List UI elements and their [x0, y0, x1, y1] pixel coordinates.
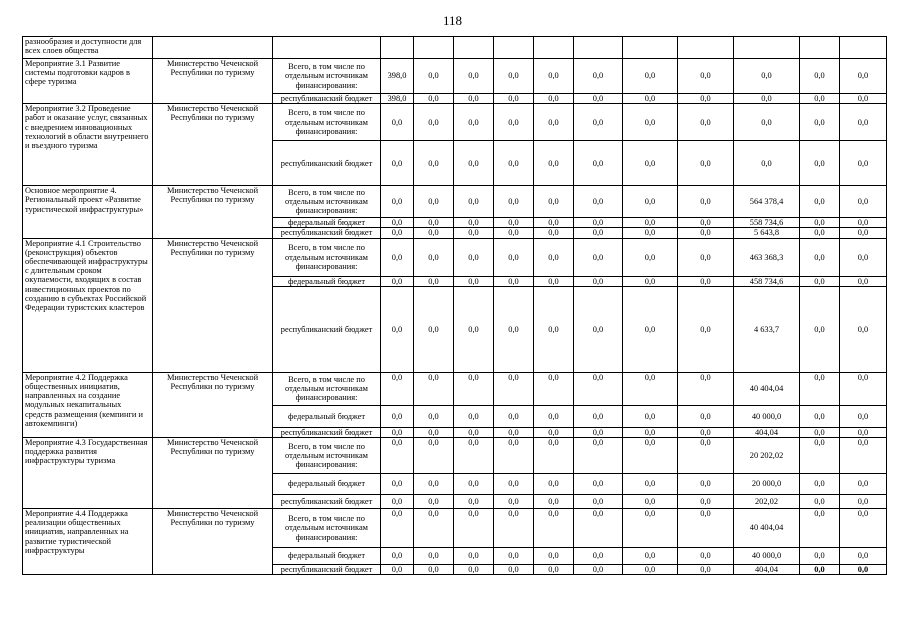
value-cell: 0,0	[574, 548, 623, 565]
value-cell: 0,0	[800, 548, 840, 565]
value-cell: 0,0	[494, 94, 534, 104]
value-cell: 0,0	[623, 565, 678, 575]
value-cell: 20 000,0	[734, 474, 800, 495]
measure-name-cell: разнообразия и доступности для всех слоев общества	[23, 37, 153, 59]
value-cell: 0,0	[534, 495, 574, 509]
value-cell: 0,0	[454, 104, 494, 141]
value-cell: 0,0	[494, 427, 534, 437]
value-cell: 0,0	[800, 94, 840, 104]
value-cell: 0,0	[534, 228, 574, 238]
value-cell: 0,0	[678, 495, 734, 509]
value-cell: 0,0	[381, 104, 414, 141]
value-cell: 0,0	[623, 286, 678, 372]
value-cell: 0,0	[678, 565, 734, 575]
value-cell: 0,0	[800, 286, 840, 372]
value-cell: 0,0	[494, 228, 534, 238]
value-cell: 0,0	[574, 94, 623, 104]
funding-source-cell: Всего, в том числе по отдельным источникам финансирования:	[273, 372, 381, 405]
funding-source-cell: республиканский бюджет	[273, 565, 381, 575]
value-cell: 0,0	[494, 104, 534, 141]
value-cell: 0,0	[534, 474, 574, 495]
value-cell: 0,0	[381, 286, 414, 372]
value-cell: 0,0	[840, 495, 887, 509]
value-cell: 0,0	[623, 276, 678, 286]
value-cell: 0,0	[454, 548, 494, 565]
value-cell: 0,0	[534, 94, 574, 104]
value-cell: 0,0	[840, 228, 887, 238]
value-cell: 0,0	[574, 276, 623, 286]
funding-source-cell: республиканский бюджет	[273, 427, 381, 437]
value-cell: 0,0	[574, 474, 623, 495]
value-cell: 0,0	[381, 495, 414, 509]
funding-source-cell: Всего, в том числе по отдельным источникам финансирования:	[273, 186, 381, 218]
value-cell: 0,0	[381, 427, 414, 437]
value-cell: 0,0	[534, 548, 574, 565]
value-cell: 0,0	[678, 427, 734, 437]
executor-cell: Министерство Чеченской Республики по туризму	[153, 509, 273, 575]
value-cell: 0,0	[534, 104, 574, 141]
value-cell: 0,0	[534, 238, 574, 276]
value-cell: 0,0	[623, 94, 678, 104]
value-cell: 0,0	[454, 218, 494, 228]
value-cell: 0,0	[534, 276, 574, 286]
value-cell: 0,0	[534, 141, 574, 186]
value-cell: 0,0	[414, 495, 454, 509]
table-row	[23, 438, 887, 474]
value-cell: 0,0	[623, 141, 678, 186]
value-cell: 0,0	[840, 186, 887, 218]
value-cell: 0,0	[574, 238, 623, 276]
value-cell: 0,0	[840, 372, 887, 405]
value-cell: 0,0	[494, 405, 534, 427]
funding-source-cell: федеральный бюджет	[273, 548, 381, 565]
value-cell: 0,0	[678, 228, 734, 238]
value-cell: 0,0	[574, 438, 623, 474]
value-cell: 0,0	[574, 104, 623, 141]
table-row	[23, 372, 887, 405]
value-cell: 0,0	[574, 372, 623, 405]
value-cell: 0,0	[534, 438, 574, 474]
value-cell: 0,0	[623, 218, 678, 228]
value-cell: 0,0	[678, 276, 734, 286]
value-cell: 0,0	[534, 218, 574, 228]
value-cell: 0,0	[414, 186, 454, 218]
value-cell: 0,0	[800, 495, 840, 509]
value-cell: 0,0	[494, 218, 534, 228]
value-cell: 0,0	[414, 104, 454, 141]
value-cell: 0,0	[800, 238, 840, 276]
value-cell: 0,0	[840, 59, 887, 94]
value-cell: 0,0	[678, 509, 734, 548]
value-cell: 0,0	[454, 286, 494, 372]
value-cell: 0,0	[800, 427, 840, 437]
value-cell: 0,0	[381, 438, 414, 474]
value-cell: 0,0	[494, 186, 534, 218]
funding-source-cell: федеральный бюджет	[273, 474, 381, 495]
value-cell: 202,02	[734, 495, 800, 509]
value-cell: 0,0	[840, 565, 887, 575]
value-cell: 0,0	[840, 238, 887, 276]
funding-source-cell: республиканский бюджет	[273, 141, 381, 186]
value-cell: 0,0	[678, 405, 734, 427]
value-cell: 564 378,4	[734, 186, 800, 218]
value-cell: 0,0	[840, 104, 887, 141]
value-cell: 0,0	[414, 286, 454, 372]
value-cell: 0,0	[800, 186, 840, 218]
value-cell: 0,0	[678, 59, 734, 94]
value-cell: 0,0	[381, 141, 414, 186]
funding-source-cell: республиканский бюджет	[273, 286, 381, 372]
value-cell: 0,0	[454, 372, 494, 405]
value-cell: 0,0	[414, 372, 454, 405]
value-cell: 0,0	[574, 565, 623, 575]
value-cell: 0,0	[381, 276, 414, 286]
funding-source-cell: республиканский бюджет	[273, 495, 381, 509]
value-cell: 0,0	[840, 141, 887, 186]
funding-source-cell: Всего, в том числе по отдельным источникам финансирования:	[273, 509, 381, 548]
value-cell: 0,0	[574, 218, 623, 228]
value-cell: 0,0	[840, 276, 887, 286]
value-cell: 0,0	[534, 372, 574, 405]
value-cell: 0,0	[678, 94, 734, 104]
value-cell: 0,0	[623, 438, 678, 474]
value-cell: 0,0	[414, 405, 454, 427]
executor-cell: Министерство Чеченской Республики по туризму	[153, 59, 273, 104]
value-cell: 0,0	[454, 438, 494, 474]
value-cell: 0,0	[840, 218, 887, 228]
funding-source-cell: федеральный бюджет	[273, 218, 381, 228]
value-cell: 0,0	[840, 286, 887, 372]
value-cell: 0,0	[494, 438, 534, 474]
executor-cell: Министерство Чеченской Республики по туризму	[153, 104, 273, 186]
executor-cell: Министерство Чеченской Республики по туризму	[153, 438, 273, 509]
value-cell: 0,0	[494, 286, 534, 372]
value-cell: 0,0	[414, 218, 454, 228]
funding-source-cell: Всего, в том числе по отдельным источникам финансирования:	[273, 59, 381, 94]
value-cell: 0,0	[574, 186, 623, 218]
value-cell: 0,0	[454, 495, 494, 509]
measure-name-cell: Мероприятие 4.1 Строительство (реконструкция) объектов обеспечивающей инфраструктуры с длительным сроком окупаемости, входящих в состав инвестиционных проектов по созданию в субъектах Российской Федерации туристских кластеров	[23, 238, 153, 372]
value-cell: 0,0	[678, 474, 734, 495]
value-cell: 0,0	[574, 509, 623, 548]
value-cell: 0,0	[623, 405, 678, 427]
value-cell: 0,0	[494, 238, 534, 276]
value-cell: 40 404,04	[734, 372, 800, 405]
value-cell: 0,0	[800, 141, 840, 186]
value-cell: 0,0	[623, 104, 678, 141]
value-cell: 0,0	[381, 218, 414, 228]
measure-name-cell: Мероприятие 3.1 Развитие системы подготовки кадров в сфере туризма	[23, 59, 153, 104]
value-cell: 404,04	[734, 427, 800, 437]
value-cell: 0,0	[534, 186, 574, 218]
value-cell: 0,0	[800, 276, 840, 286]
value-cell: 0,0	[800, 509, 840, 548]
value-cell: 0,0	[734, 94, 800, 104]
value-cell: 0,0	[414, 548, 454, 565]
value-cell: 0,0	[454, 59, 494, 94]
value-cell: 0,0	[381, 228, 414, 238]
value-cell: 0,0	[678, 238, 734, 276]
value-cell: 0,0	[414, 94, 454, 104]
value-cell: 0,0	[414, 59, 454, 94]
value-cell: 0,0	[678, 438, 734, 474]
value-cell: 0,0	[800, 474, 840, 495]
value-cell: 0,0	[454, 405, 494, 427]
value-cell: 0,0	[494, 548, 534, 565]
value-cell: 0,0	[381, 186, 414, 218]
value-cell: 0,0	[840, 94, 887, 104]
value-cell: 0,0	[840, 474, 887, 495]
value-cell: 0,0	[414, 238, 454, 276]
funding-source-cell: федеральный бюджет	[273, 276, 381, 286]
value-cell: 0,0	[454, 509, 494, 548]
value-cell: 0,0	[678, 141, 734, 186]
value-cell: 0,0	[623, 59, 678, 94]
value-cell: 0,0	[534, 59, 574, 94]
value-cell: 0,0	[414, 141, 454, 186]
measure-name-cell: Основное мероприятие 4. Региональный проект «Развитие туристической инфраструктуры»	[23, 186, 153, 238]
table-row	[23, 509, 887, 548]
value-cell: 0,0	[800, 565, 840, 575]
value-cell: 40 000,0	[734, 548, 800, 565]
value-cell: 0,0	[800, 218, 840, 228]
executor-cell: Министерство Чеченской Республики по туризму	[153, 372, 273, 437]
value-cell: 20 202,02	[734, 438, 800, 474]
value-cell: 0,0	[623, 427, 678, 437]
value-cell: 0,0	[454, 186, 494, 218]
value-cell: 0,0	[800, 104, 840, 141]
value-cell: 0,0	[494, 141, 534, 186]
measure-name-cell: Мероприятие 3.2 Проведение работ и оказание услуг, связанных с внедрением инновационных технологий в области внутреннего и въездного туризма	[23, 104, 153, 186]
executor-cell: Министерство Чеченской Республики по туризму	[153, 238, 273, 372]
value-cell: 0,0	[381, 548, 414, 565]
value-cell: 0,0	[840, 427, 887, 437]
value-cell: 0,0	[678, 218, 734, 228]
value-cell: 0,0	[414, 565, 454, 575]
value-cell: 0,0	[414, 474, 454, 495]
value-cell: 0,0	[678, 372, 734, 405]
value-cell: 0,0	[494, 495, 534, 509]
value-cell: 0,0	[534, 509, 574, 548]
value-cell: 398,0	[381, 59, 414, 94]
value-cell: 0,0	[623, 238, 678, 276]
value-cell: 0,0	[454, 238, 494, 276]
value-cell: 463 368,3	[734, 238, 800, 276]
value-cell: 0,0	[800, 405, 840, 427]
value-cell: 0,0	[678, 286, 734, 372]
value-cell: 398,0	[381, 94, 414, 104]
value-cell: 0,0	[800, 228, 840, 238]
value-cell: 0,0	[734, 141, 800, 186]
measure-name-cell: Мероприятие 4.2 Поддержка общественных инициатив, направленных на создание модульных некапитальных средств размещения (кемпинги и автокемпинги)	[23, 372, 153, 437]
value-cell: 0,0	[840, 509, 887, 548]
financing-table	[22, 36, 887, 575]
funding-source-cell: Всего, в том числе по отдельным источникам финансирования:	[273, 104, 381, 141]
value-cell: 0,0	[494, 474, 534, 495]
value-cell: 0,0	[454, 474, 494, 495]
funding-source-cell: республиканский бюджет	[273, 94, 381, 104]
value-cell: 0,0	[734, 59, 800, 94]
value-cell: 0,0	[494, 565, 534, 575]
value-cell: 0,0	[414, 427, 454, 437]
value-cell: 0,0	[381, 372, 414, 405]
value-cell: 0,0	[381, 238, 414, 276]
value-cell: 558 734,6	[734, 218, 800, 228]
funding-source-cell: Всего, в том числе по отдельным источникам финансирования:	[273, 238, 381, 276]
value-cell: 0,0	[574, 405, 623, 427]
value-cell: 0,0	[574, 228, 623, 238]
value-cell: 0,0	[454, 141, 494, 186]
value-cell: 5 643,8	[734, 228, 800, 238]
measure-name-cell: Мероприятие 4.4 Поддержка реализации общественных инициатив, направленных на развитие туристической инфраструктуры	[23, 509, 153, 575]
table-row	[23, 59, 887, 94]
value-cell: 0,0	[678, 104, 734, 141]
value-cell: 458 734,6	[734, 276, 800, 286]
value-cell: 0,0	[534, 427, 574, 437]
value-cell: 0,0	[623, 228, 678, 238]
value-cell: 0,0	[454, 427, 494, 437]
value-cell: 0,0	[414, 438, 454, 474]
value-cell: 0,0	[534, 286, 574, 372]
table-row	[23, 186, 887, 218]
value-cell: 0,0	[623, 474, 678, 495]
value-cell: 0,0	[494, 509, 534, 548]
value-cell: 0,0	[574, 59, 623, 94]
value-cell: 0,0	[534, 405, 574, 427]
value-cell: 0,0	[494, 59, 534, 94]
table-row	[23, 238, 887, 276]
measure-name-cell: Мероприятие 4.3 Государственная поддержка развития инфраструктуры туризма	[23, 438, 153, 509]
value-cell: 0,0	[623, 509, 678, 548]
value-cell: 0,0	[534, 565, 574, 575]
value-cell: 40 404,04	[734, 509, 800, 548]
value-cell: 40 000,0	[734, 405, 800, 427]
value-cell: 0,0	[623, 186, 678, 218]
funding-source-cell: республиканский бюджет	[273, 228, 381, 238]
value-cell: 0,0	[414, 228, 454, 238]
value-cell: 4 633,7	[734, 286, 800, 372]
value-cell: 0,0	[800, 438, 840, 474]
page-number: 118	[442, 13, 463, 28]
value-cell: 0,0	[414, 509, 454, 548]
value-cell: 0,0	[623, 372, 678, 405]
value-cell: 0,0	[454, 565, 494, 575]
funding-source-cell: федеральный бюджет	[273, 405, 381, 427]
value-cell: 0,0	[623, 495, 678, 509]
table-row	[23, 104, 887, 141]
value-cell: 0,0	[574, 427, 623, 437]
value-cell: 0,0	[381, 509, 414, 548]
executor-cell: Министерство Чеченской Республики по туризму	[153, 186, 273, 238]
value-cell: 0,0	[840, 405, 887, 427]
value-cell: 0,0	[414, 276, 454, 286]
value-cell: 0,0	[623, 548, 678, 565]
funding-source-cell: Всего, в том числе по отдельным источникам финансирования:	[273, 438, 381, 474]
value-cell: 0,0	[381, 405, 414, 427]
value-cell: 0,0	[678, 186, 734, 218]
value-cell: 0,0	[678, 548, 734, 565]
value-cell: 0,0	[840, 438, 887, 474]
value-cell: 0,0	[454, 94, 494, 104]
value-cell: 0,0	[574, 286, 623, 372]
value-cell: 0,0	[840, 548, 887, 565]
value-cell: 404,04	[734, 565, 800, 575]
value-cell: 0,0	[381, 565, 414, 575]
value-cell: 0,0	[381, 474, 414, 495]
value-cell: 0,0	[494, 372, 534, 405]
value-cell: 0,0	[454, 228, 494, 238]
value-cell: 0,0	[800, 59, 840, 94]
value-cell: 0,0	[454, 276, 494, 286]
value-cell: 0,0	[494, 276, 534, 286]
value-cell: 0,0	[734, 104, 800, 141]
value-cell: 0,0	[800, 372, 840, 405]
table-row	[23, 37, 887, 59]
value-cell: 0,0	[574, 141, 623, 186]
value-cell: 0,0	[574, 495, 623, 509]
